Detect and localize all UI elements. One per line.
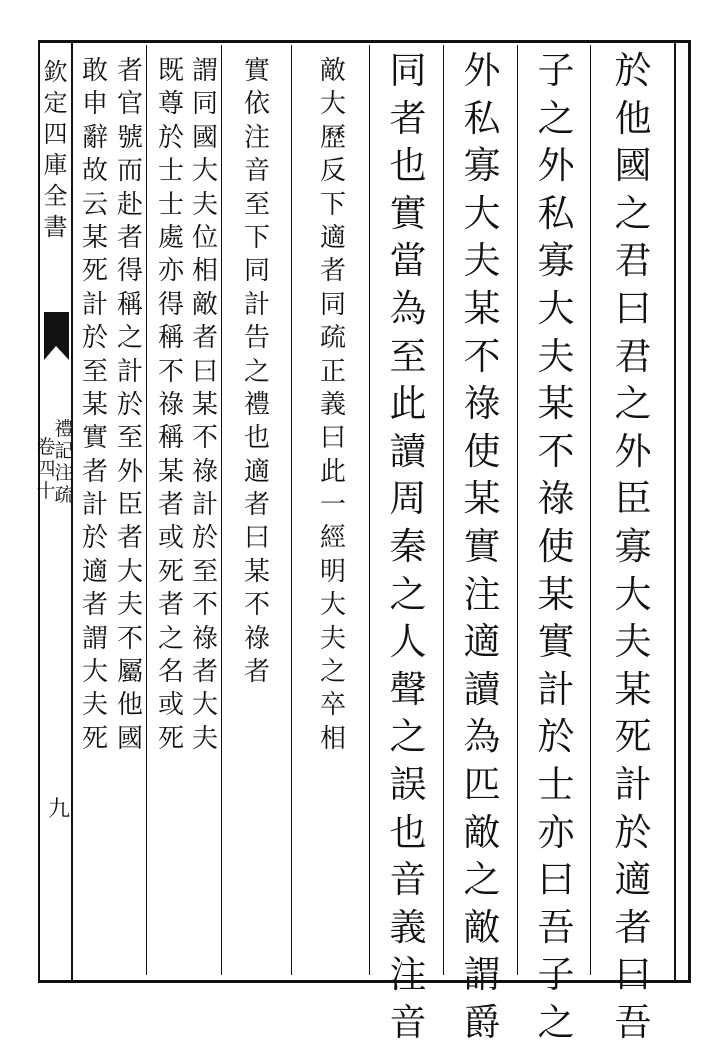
glyph: 之 xyxy=(319,657,346,688)
glyph: 反 xyxy=(319,156,346,187)
glyph: 大 xyxy=(614,572,652,616)
glyph: 十 xyxy=(36,480,56,502)
glyph: 祿 xyxy=(157,389,184,420)
glyph: 注 xyxy=(54,462,74,484)
glyph: 赴 xyxy=(116,189,143,220)
column-separator xyxy=(443,45,444,975)
glyph: 於 xyxy=(614,810,652,854)
glyph: 義 xyxy=(319,389,346,420)
glyph: 云 xyxy=(81,189,108,220)
volume-number xyxy=(36,438,56,504)
glyph: 不 xyxy=(243,590,270,621)
glyph: 於 xyxy=(191,523,218,554)
glyph: 子 xyxy=(537,49,575,92)
glyph: 不 xyxy=(537,429,575,473)
fishtail-mark xyxy=(44,312,69,360)
glyph: 謂 xyxy=(81,623,108,654)
glyph: 下 xyxy=(243,222,270,253)
glyph: 此 xyxy=(389,382,427,426)
glyph: 士 xyxy=(157,156,184,187)
glyph: 者 xyxy=(319,256,346,287)
glyph: 疏 xyxy=(54,484,74,506)
glyph: 大 xyxy=(537,286,575,330)
volume-title xyxy=(54,420,74,508)
glyph: 於 xyxy=(537,715,575,759)
inner-right-border xyxy=(674,40,676,983)
glyph: 夫 xyxy=(191,189,218,220)
column-separator xyxy=(369,45,370,975)
glyph: 君 xyxy=(614,334,652,378)
glyph: 者 xyxy=(116,56,143,86)
glyph: 者 xyxy=(116,222,143,253)
text-column-6 xyxy=(224,58,290,692)
glyph: 歷 xyxy=(319,122,346,153)
glyph: 位 xyxy=(191,222,218,253)
glyph: 庫 xyxy=(43,151,68,179)
glyph: 大 xyxy=(191,156,218,187)
glyph: 稱 xyxy=(116,289,143,320)
glyph: 之 xyxy=(463,858,501,902)
glyph: 死 xyxy=(81,723,108,754)
glyph: 之 xyxy=(614,191,652,235)
glyph: 聲 xyxy=(389,667,427,711)
glyph: 他 xyxy=(116,690,143,721)
glyph: 卷 xyxy=(36,436,56,458)
glyph: 外 xyxy=(463,49,501,92)
glyph: 為 xyxy=(389,286,427,330)
glyph: 計 xyxy=(537,667,575,711)
glyph: 夫 xyxy=(191,723,218,754)
glyph: 於 xyxy=(157,122,184,153)
glyph: 秦 xyxy=(389,524,427,568)
glyph: 者 xyxy=(614,905,652,949)
glyph: 也 xyxy=(389,144,427,188)
glyph: 至 xyxy=(191,556,218,587)
glyph: 某 xyxy=(81,389,108,420)
glyph: 欽 xyxy=(43,58,68,86)
glyph: 計 xyxy=(243,289,270,320)
glyph: 一 xyxy=(319,490,346,521)
glyph: 注 xyxy=(463,572,501,616)
glyph: 祿 xyxy=(537,477,575,521)
glyph: 子 xyxy=(537,953,575,997)
glyph: 某 xyxy=(537,382,575,426)
glyph: 敵 xyxy=(191,289,218,320)
glyph: 大 xyxy=(319,590,346,621)
glyph: 故 xyxy=(81,156,108,187)
glyph: 某 xyxy=(243,556,270,587)
glyph: 注 xyxy=(243,122,270,153)
glyph: 夫 xyxy=(537,334,575,378)
glyph: 亦 xyxy=(157,256,184,287)
glyph: 讀 xyxy=(389,429,427,473)
fishtail-icon xyxy=(44,312,69,360)
glyph: 者 xyxy=(81,590,108,621)
glyph: 辭 xyxy=(81,122,108,153)
glyph: 某 xyxy=(537,572,575,616)
glyph: 既 xyxy=(157,56,184,86)
glyph: 相 xyxy=(191,256,218,287)
glyph: 大 xyxy=(81,657,108,688)
glyph: 某 xyxy=(191,389,218,420)
glyph: 大 xyxy=(191,690,218,721)
glyph: 夫 xyxy=(319,623,346,654)
glyph: 謂 xyxy=(463,953,501,997)
glyph: 號 xyxy=(116,122,143,153)
glyph: 外 xyxy=(537,144,575,188)
glyph: 於 xyxy=(116,389,143,420)
glyph: 定 xyxy=(43,89,68,117)
glyph: 祿 xyxy=(191,623,218,654)
glyph: 或 xyxy=(157,523,184,554)
glyph: 不 xyxy=(463,334,501,378)
glyph: 也 xyxy=(243,423,270,454)
glyph: 謂 xyxy=(191,56,218,86)
glyph: 經 xyxy=(319,523,346,554)
glyph: 死 xyxy=(157,723,184,754)
top-border xyxy=(38,40,690,43)
column-separator xyxy=(517,45,518,975)
text-column-9 xyxy=(114,58,146,759)
glyph: 至 xyxy=(243,189,270,220)
glyph: 匹 xyxy=(463,762,501,806)
text-column-11 xyxy=(78,58,112,759)
glyph: 不 xyxy=(157,356,184,387)
glyph: 夫 xyxy=(81,690,108,721)
book-title xyxy=(40,60,71,246)
glyph: 明 xyxy=(319,556,346,587)
glyph: 音 xyxy=(389,858,427,902)
glyph: 死 xyxy=(614,715,652,759)
glyph: 死 xyxy=(157,556,184,587)
glyph: 此 xyxy=(319,456,346,487)
text-column-1 xyxy=(594,49,672,1051)
glyph: 者 xyxy=(191,323,218,354)
glyph: 同 xyxy=(243,256,270,287)
glyph: 同 xyxy=(389,49,427,92)
glyph: 某 xyxy=(614,667,652,711)
right-border xyxy=(688,40,691,983)
glyph: 官 xyxy=(116,89,143,120)
glyph: 依 xyxy=(243,89,270,120)
glyph: 君 xyxy=(614,239,652,283)
glyph: 人 xyxy=(389,620,427,664)
glyph: 為 xyxy=(463,715,501,759)
glyph: 吾 xyxy=(537,905,575,949)
glyph: 私 xyxy=(463,96,501,140)
glyph: 之 xyxy=(614,382,652,426)
glyph: 者 xyxy=(157,590,184,621)
glyph: 國 xyxy=(614,144,652,188)
glyph: 計 xyxy=(191,490,218,521)
glyph: 之 xyxy=(389,572,427,616)
glyph: 注 xyxy=(389,953,427,997)
glyph: 敵 xyxy=(463,810,501,854)
glyph: 私 xyxy=(537,191,575,235)
glyph: 亦 xyxy=(537,810,575,854)
glyph: 實 xyxy=(537,620,575,664)
glyph: 大 xyxy=(319,89,346,120)
glyph: 不 xyxy=(191,590,218,621)
glyph: 他 xyxy=(614,96,652,140)
column-separator xyxy=(146,45,147,975)
glyph: 至 xyxy=(81,356,108,387)
glyph: 者 xyxy=(81,456,108,487)
glyph: 音 xyxy=(243,156,270,187)
glyph: 至 xyxy=(389,334,427,378)
glyph: 者 xyxy=(389,96,427,140)
glyph: 尊 xyxy=(157,89,184,120)
glyph: 夫 xyxy=(116,590,143,621)
glyph: 同 xyxy=(191,89,218,120)
glyph: 至 xyxy=(116,423,143,454)
text-column-7 xyxy=(189,58,221,759)
glyph: 而 xyxy=(116,156,143,187)
glyph: 計 xyxy=(81,289,108,320)
glyph: 處 xyxy=(157,222,184,253)
glyph: 寡 xyxy=(614,524,652,568)
glyph: 之 xyxy=(116,323,143,354)
glyph: 曰 xyxy=(319,423,346,454)
glyph: 四 xyxy=(36,458,56,480)
glyph: 適 xyxy=(319,222,346,253)
glyph: 計 xyxy=(614,762,652,806)
glyph: 使 xyxy=(537,524,575,568)
margin-column-border xyxy=(71,40,73,983)
glyph: 曰 xyxy=(614,953,652,997)
glyph: 死 xyxy=(81,256,108,287)
glyph: 不 xyxy=(191,423,218,454)
glyph: 適 xyxy=(463,620,501,664)
glyph: 告 xyxy=(243,323,270,354)
glyph: 大 xyxy=(116,556,143,587)
glyph: 四 xyxy=(43,120,68,148)
glyph: 義 xyxy=(389,905,427,949)
glyph: 之 xyxy=(157,623,184,654)
glyph: 夫 xyxy=(614,620,652,664)
glyph: 適 xyxy=(81,556,108,587)
glyph: 記 xyxy=(54,440,74,462)
glyph: 同 xyxy=(319,289,346,320)
glyph: 者 xyxy=(116,523,143,554)
glyph: 某 xyxy=(81,222,108,253)
glyph: 或 xyxy=(157,690,184,721)
glyph: 疏 xyxy=(319,323,346,354)
glyph: 屬 xyxy=(116,657,143,688)
text-column-5 xyxy=(298,58,368,759)
glyph: 外 xyxy=(614,429,652,473)
glyph: 寡 xyxy=(537,239,575,283)
glyph: 爵 xyxy=(463,1000,501,1044)
glyph: 大 xyxy=(463,191,501,235)
glyph: 實 xyxy=(243,56,270,86)
glyph: 敢 xyxy=(81,56,108,86)
glyph: 某 xyxy=(463,286,501,330)
column-separator xyxy=(221,45,222,975)
glyph: 禮 xyxy=(243,389,270,420)
glyph: 名 xyxy=(157,657,184,688)
glyph: 也 xyxy=(389,810,427,854)
glyph: 適 xyxy=(243,456,270,487)
glyph: 祿 xyxy=(463,382,501,426)
glyph: 曰 xyxy=(537,858,575,902)
glyph: 實 xyxy=(81,423,108,454)
glyph: 士 xyxy=(157,189,184,220)
glyph: 者 xyxy=(157,490,184,521)
glyph: 祿 xyxy=(243,623,270,654)
glyph: 適 xyxy=(614,858,652,902)
glyph: 某 xyxy=(157,456,184,487)
glyph: 曰 xyxy=(243,523,270,554)
glyph: 國 xyxy=(116,723,143,754)
glyph: 相 xyxy=(319,723,346,754)
glyph: 之 xyxy=(537,96,575,140)
glyph: 稱 xyxy=(157,423,184,454)
glyph: 讀 xyxy=(463,667,501,711)
column-separator xyxy=(291,45,292,975)
glyph: 全 xyxy=(43,182,68,210)
glyph: 當 xyxy=(389,239,427,283)
glyph: 得 xyxy=(116,256,143,287)
bottom-border xyxy=(38,980,690,983)
glyph: 臣 xyxy=(116,490,143,521)
glyph: 外 xyxy=(116,456,143,487)
glyph: 計 xyxy=(116,356,143,387)
glyph: 之 xyxy=(389,715,427,759)
glyph: 正 xyxy=(319,356,346,387)
glyph: 者 xyxy=(243,490,270,521)
glyph: 誤 xyxy=(389,762,427,806)
glyph: 於 xyxy=(81,323,108,354)
glyph: 士 xyxy=(537,762,575,806)
text-column-4 xyxy=(373,49,443,1051)
glyph: 之 xyxy=(537,1000,575,1044)
text-column-3 xyxy=(447,49,517,1051)
glyph: 書 xyxy=(43,213,68,241)
glyph: 者 xyxy=(243,657,270,688)
page-number: 九 xyxy=(48,797,71,822)
glyph: 於 xyxy=(81,523,108,554)
glyph: 禮 xyxy=(54,418,74,440)
glyph: 夫 xyxy=(463,239,501,283)
glyph: 稱 xyxy=(157,323,184,354)
glyph: 祿 xyxy=(191,456,218,487)
glyph: 實 xyxy=(463,524,501,568)
glyph: 周 xyxy=(389,477,427,521)
glyph: 吾 xyxy=(614,1000,652,1044)
glyph: 不 xyxy=(116,623,143,654)
glyph: 卒 xyxy=(319,690,346,721)
text-column-8 xyxy=(153,58,189,759)
glyph: 寡 xyxy=(463,144,501,188)
glyph: 國 xyxy=(191,122,218,153)
glyph: 之 xyxy=(243,356,270,387)
glyph: 敵 xyxy=(463,905,501,949)
glyph: 敵 xyxy=(319,56,346,86)
glyph: 曰 xyxy=(614,286,652,330)
glyph: 臣 xyxy=(614,477,652,521)
glyph: 申 xyxy=(81,89,108,120)
glyph: 曰 xyxy=(191,356,218,387)
glyph: 使 xyxy=(463,429,501,473)
glyph: 者 xyxy=(191,657,218,688)
glyph: 計 xyxy=(81,490,108,521)
glyph: 某 xyxy=(463,477,501,521)
glyph: 於 xyxy=(614,49,652,92)
glyph: 音 xyxy=(389,1000,427,1044)
glyph: 實 xyxy=(389,191,427,235)
text-column-2 xyxy=(521,49,591,1051)
glyph: 下 xyxy=(319,189,346,220)
glyph: 得 xyxy=(157,289,184,320)
